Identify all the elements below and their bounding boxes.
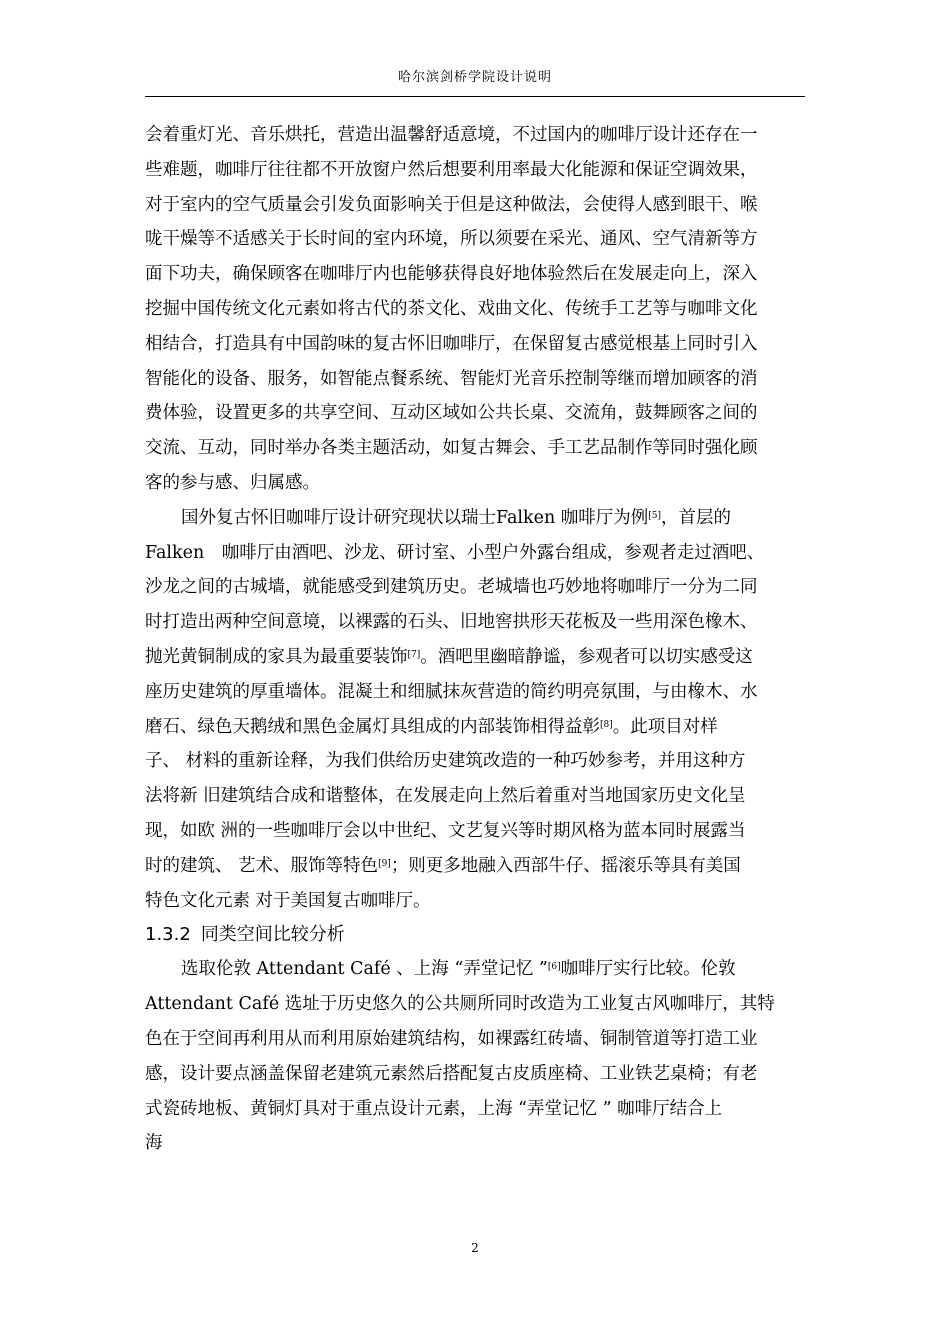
paragraph-2-line: 现，如欧 洲的一些咖啡厅会以中世纪、文艺复兴等时期风格为蓝本同时展露当 — [145, 820, 746, 841]
text-run: 磨石、绿色天鹅绒和黑色金属灯具组成的内部装饰相得益彰 — [145, 716, 600, 737]
text-run: 国外复古怀旧咖啡厅设计研究现状以瑞士Falken 咖啡厅为例 — [181, 507, 649, 528]
paragraph-1-line: 些难题，咖啡厅往往都不开放窗户然后想要利用率最大化能源和保证空调效果， — [145, 159, 758, 180]
text-run: ，首层的 — [661, 507, 732, 528]
section-heading — [145, 918, 815, 952]
paragraph-1-line: 相结合，打造具有中国韵味的复古怀旧咖啡厅，在保留复古感觉根基上同时引入 — [145, 333, 758, 354]
citation-7: [7] — [407, 649, 421, 660]
paragraph-1 — [145, 118, 815, 501]
paragraph-1-line: 费体验，设置更多的共享空间、互动区域如公共长桌、交流角，鼓舞顾客之间的 — [145, 403, 758, 424]
paragraph-2-line — [145, 640, 815, 675]
citation-6: [6] — [547, 962, 561, 973]
paragraph-3 — [145, 952, 815, 1161]
citation-8: [8] — [600, 719, 613, 730]
paragraph-2 — [145, 501, 815, 919]
text-run: 。酒吧里幽暗静谧，参观者可以切实感受这 — [420, 646, 753, 667]
section-number: 1.3.2 — [145, 924, 191, 946]
paragraph-2-line: 沙龙之间的古城墙，就能感受到建筑历史。老城墙也巧妙地将咖啡厅一分为二同 — [145, 577, 758, 598]
paragraph-1-line: 咙干燥等不适感关于长时间的室内环境，所以须要在采光、通风、空气清新等方 — [145, 229, 758, 250]
citation-5: [5] — [648, 510, 662, 521]
paragraph-2-line: 时打造出两种空间意境，以裸露的石头、旧地窖拱形天花板及一些用深色橡木、 — [145, 612, 758, 633]
paragraph-1-line: 面下功夫，确保顾客在咖啡厅内也能够获得良好地体验然后在发展走向上，深入 — [145, 264, 758, 285]
text-run: 抛光黄铜制成的家具为最重要装饰 — [145, 646, 408, 667]
paragraph-2-line: Falken 咖啡厅由酒吧、沙龙、研讨室、小型户外露台组成，参观者走过酒吧、 — [145, 542, 765, 563]
text-run: 。此项目对样 — [612, 716, 718, 737]
citation-9: [9] — [378, 858, 391, 869]
document-body — [145, 118, 815, 1161]
paragraph-1-line: 对于室内的空气质量会引发负面影响关于但是这种做法，会使得人感到眼干、喉 — [145, 194, 758, 215]
paragraph-1-line: 客的参与感、归属感。 — [145, 472, 320, 493]
paragraph-2-line: 法将新 旧建筑结合成和谐整体，在发展走向上然后着重对当地国家历史文化呈 — [145, 786, 746, 807]
text-run: 时的建筑、 艺术、服饰等特色 — [145, 855, 379, 876]
section-title: 同类空间比较分析 — [200, 924, 345, 946]
page-number: 2 — [471, 1241, 479, 1255]
paragraph-1-line: 交流、互动，同时举办各类主题活动，如复古舞会、手工艺品制作等同时强化顾 — [145, 438, 758, 459]
paragraph-2-line: 特色文化元素 对于美国复古咖啡厅。 — [145, 890, 431, 911]
paragraph-3-line: Attendant Café 选址于历史悠久的公共厕所同时改造为工业复古风咖啡厅，其特 — [145, 994, 775, 1015]
page-header: 哈尔滨剑桥学院设计说明 — [397, 70, 552, 85]
paragraph-2-line — [145, 501, 815, 536]
paragraph-3-line — [145, 952, 815, 987]
paragraph-3-line: 感，设计要点涵盖保留老建筑元素然后搭配复古皮质座椅、工业铁艺桌椅；有老 — [145, 1063, 758, 1084]
paragraph-3-line: 色在于空间再利用从而利用原始建筑结构，如裸露红砖墙、铜制管道等打造工业 — [145, 1028, 758, 1049]
text-run: 选取伦敦 Attendant Café 、上海 “弄堂记忆 ” — [181, 959, 548, 980]
paragraph-1-line: 智能化的设备、服务，如智能点餐系统、智能灯光音乐控制等继而增加顾客的消 — [145, 368, 758, 389]
header-rule — [145, 96, 805, 97]
paragraph-1-line: 会着重灯光、音乐烘托，营造出温馨舒适意境，不过国内的咖啡厅设计还存在一 — [145, 125, 758, 145]
paragraph-2-line: 子、 材料的重新诠释，为我们供给历史建筑改造的一种巧妙参考，并用这种方 — [145, 751, 746, 772]
text-run: 咖啡厅实行比较。伦敦 — [560, 959, 736, 980]
text-run: ；则更多地融入西部牛仔、摇滚乐等具有美国 — [390, 855, 741, 876]
paragraph-2-line — [145, 710, 815, 745]
paragraph-2-line: 座历史建筑的厚重墙体。混凝土和细腻抹灰营造的简约明亮氛围，与由橡木、水 — [145, 681, 758, 702]
paragraph-1-line: 挖掘中国传统文化元素如将古代的茶文化、戏曲文化、传统手工艺等与咖啡文化 — [145, 298, 758, 319]
paragraph-3-line: 海 — [145, 1133, 163, 1154]
paragraph-3-line: 式瓷砖地板、黄铜灯具对于重点设计元素，上海 “弄堂记忆 ” 咖啡厅结合上 — [145, 1098, 723, 1119]
paragraph-2-line — [145, 849, 815, 884]
